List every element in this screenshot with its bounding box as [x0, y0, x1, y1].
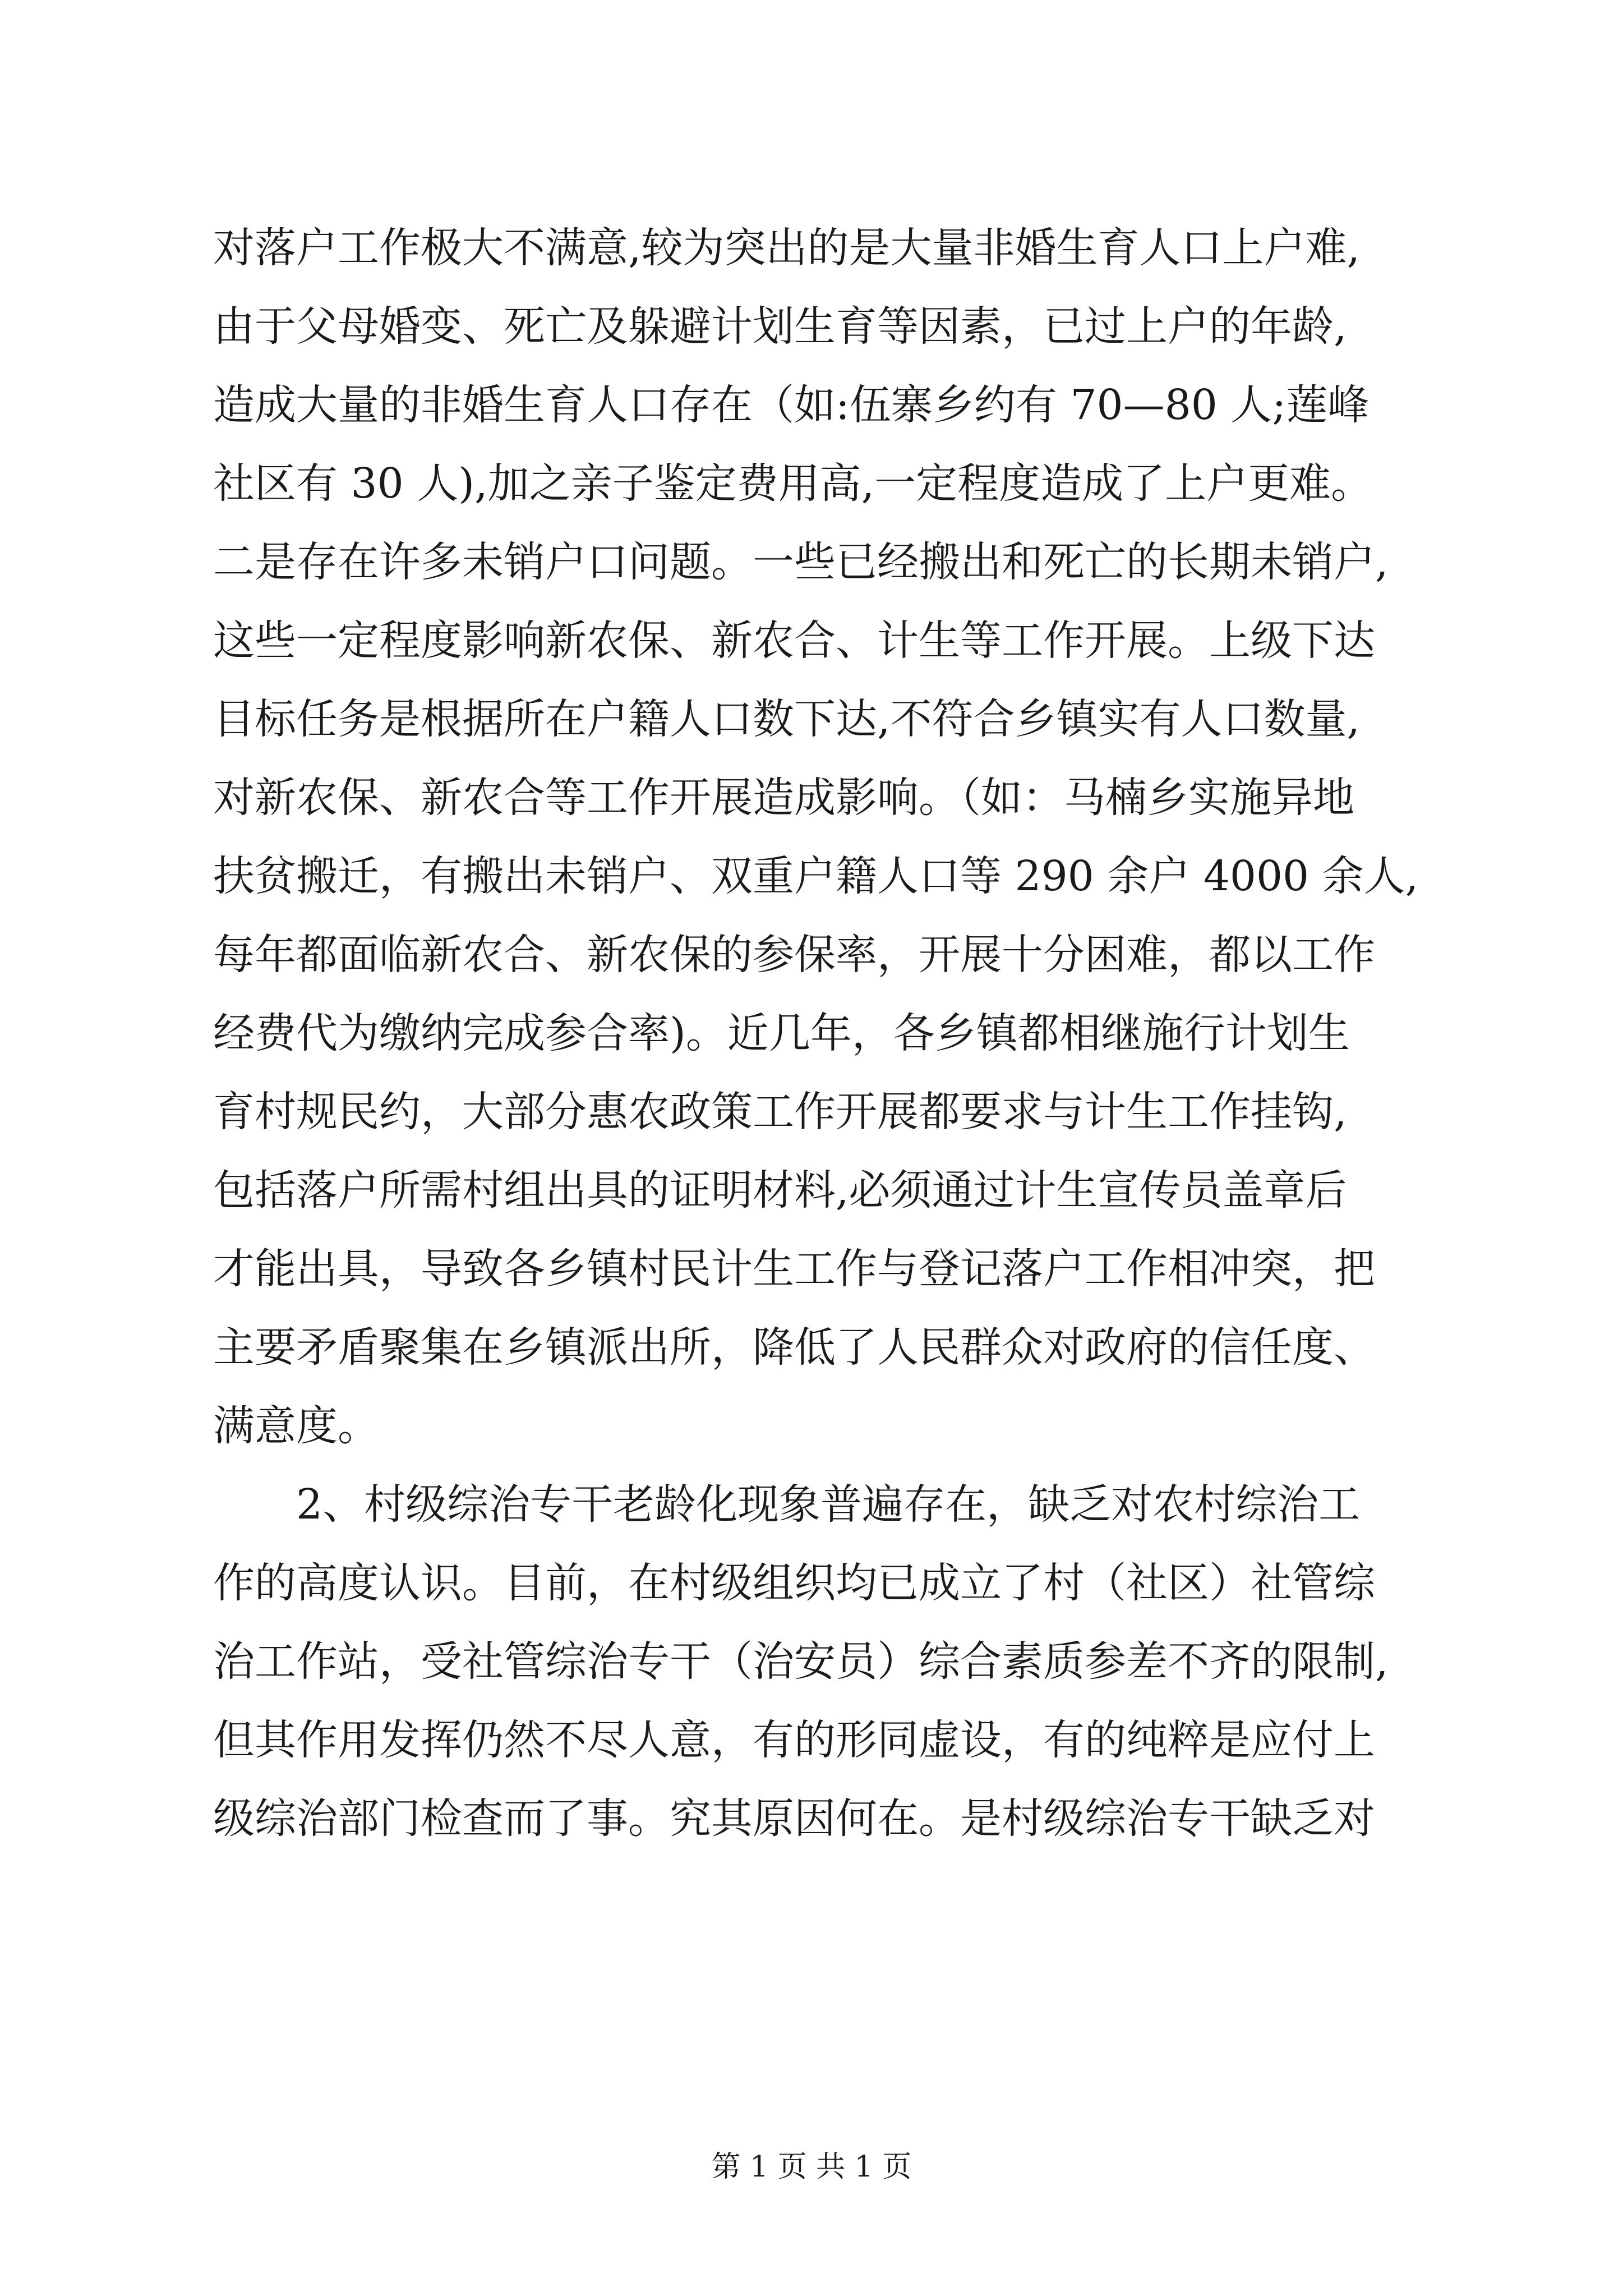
text-line: 主要矛盾聚集在乡镇派出所，降低了人民群众对政府的信任度、 [213, 1323, 1375, 1372]
text-line: 目标任务是根据所在户籍人口数下达,不符合乡镇实有人口数量, [213, 695, 1361, 743]
page-footer [0, 2143, 1623, 2185]
text-line: 育村规民约，大部分惠农政策工作开展都要求与计生工作挂钩, [213, 1088, 1347, 1136]
text-line: 满意度。 [213, 1402, 379, 1450]
text-line: 治工作站，受社管综治专干（治安员）综合素质参差不齐的限制, [213, 1637, 1389, 1686]
text-line: 这些一定程度影响新农保、新农合、计生等工作开展。上级下达 [213, 616, 1375, 665]
text-line: 二是存在许多未销户口问题。一些已经搬出和死亡的长期未销户, [213, 538, 1389, 586]
text-line: 造成大量的非婚生育人口存在（如:伍寨乡约有 70—80 人;莲峰 [213, 381, 1370, 429]
text-line: 扶贫搬迁，有搬出未销户、双重户籍人口等 290 余户 4000 余人, [213, 852, 1419, 900]
text-line: 作的高度认识。目前，在村级组织均已成立了村（社区）社管综 [213, 1559, 1375, 1607]
text-line: 包括落户所需村组出具的证明材料,必须通过计生宣传员盖章后 [213, 1166, 1347, 1214]
text-line: 2、村级综治专干老龄化现象普遍存在，缺乏对农村综治工 [213, 1480, 1361, 1529]
text-line: 对落户工作极大不满意,较为突出的是大量非婚生育人口上户难, [213, 224, 1361, 272]
text-line: 由于父母婚变、死亡及躲避计划生育等因素，已过上户的年龄, [213, 302, 1347, 351]
text-line: 对新农保、新农合等工作开展造成影响。（如：马楠乡实施异地 [213, 774, 1354, 822]
page-number: 第 1 页 共 1 页 [711, 2150, 912, 2184]
text-line: 每年都面临新农合、新农保的参保率，开展十分困难，都以工作 [213, 931, 1375, 979]
text-line: 才能出具，导致各乡镇村民计生工作与登记落户工作相冲突，把 [213, 1245, 1375, 1293]
text-line: 社区有 30 人),加之亲子鉴定费用高,一定程度造成了上户更难。 [213, 459, 1373, 508]
text-line: 经费代为缴纳完成参合率)。近几年，各乡镇都相继施行计划生 [213, 1009, 1350, 1057]
document-body [213, 209, 1475, 1858]
text-line: 但其作用发挥仍然不尽人意，有的形同虚设，有的纯粹是应付上 [213, 1716, 1375, 1764]
text-line: 级综治部门检查而了事。究其原因何在。是村级综治专干缺乏对 [213, 1795, 1375, 1843]
